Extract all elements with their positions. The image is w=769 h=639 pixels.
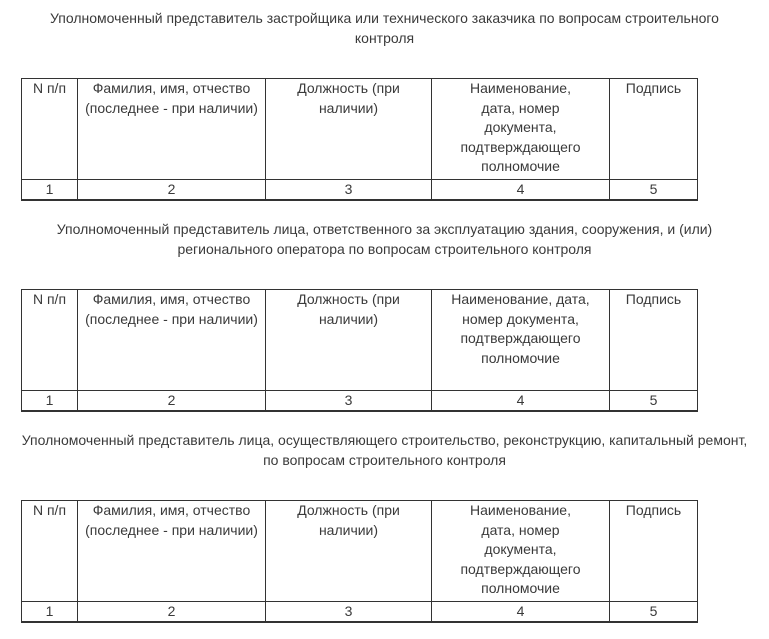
number-cell: 5 — [610, 180, 698, 201]
table-header-row — [22, 290, 698, 391]
number-cell: 2 — [78, 602, 266, 623]
number-cell: 2 — [78, 180, 266, 201]
header-cell-document: Наименование, дата, номер документа, подтверждающего полномочие — [432, 290, 610, 391]
number-cell: 2 — [78, 391, 266, 412]
table-number-row — [22, 602, 698, 623]
number-cell: 5 — [610, 602, 698, 623]
section-1-table — [21, 78, 698, 201]
header-cell-number: N п/п — [22, 290, 78, 391]
section-2-caption: Уполномоченный представитель лица, ответственного за эксплуатацию здания, сооружения, и (или) регионального оператора по вопросам строительного контроля — [56, 221, 713, 257]
number-cell: 3 — [266, 180, 432, 201]
number-cell: 3 — [266, 391, 432, 412]
header-cell-full-name: Фамилия, имя, отчество (последнее - при наличии) — [78, 290, 266, 391]
header-cell-number: N п/п — [22, 501, 78, 602]
header-cell-position: Должность (при наличии) — [266, 290, 432, 391]
header-cell-position: Должность (при наличии) — [266, 79, 432, 180]
header-cell-document: Наименование, дата, номер документа, подтверждающего полномочие — [432, 79, 610, 180]
header-cell-full-name: Фамилия, имя, отчество (последнее - при наличии) — [78, 79, 266, 180]
section-1-caption: Уполномоченный представитель застройщика или технического заказчика по вопросам строительного контроля — [50, 10, 719, 46]
table-header-row — [22, 79, 698, 180]
number-cell: 1 — [22, 602, 78, 623]
table-number-row — [22, 391, 698, 412]
number-cell: 1 — [22, 391, 78, 412]
table-header-row — [22, 501, 698, 602]
header-cell-signature: Подпись — [610, 501, 698, 602]
header-cell-document: Наименование, дата, номер документа, подтверждающего полномочие — [432, 501, 610, 602]
header-cell-signature: Подпись — [610, 290, 698, 391]
number-cell: 4 — [432, 602, 610, 623]
header-cell-signature: Подпись — [610, 79, 698, 180]
header-cell-position: Должность (при наличии) — [266, 501, 432, 602]
table-number-row — [22, 180, 698, 201]
section-3-caption: Уполномоченный представитель лица, осуществляющего строительство, реконструкцию, капитальный ремонт, по вопросам строительного контроля — [21, 432, 748, 468]
number-cell: 3 — [266, 602, 432, 623]
header-cell-full-name: Фамилия, имя, отчество (последнее - при наличии) — [78, 501, 266, 602]
section-2-table — [21, 289, 698, 412]
section-3-table — [21, 500, 698, 623]
number-cell: 5 — [610, 391, 698, 412]
header-cell-number: N п/п — [22, 79, 78, 180]
number-cell: 4 — [432, 180, 610, 201]
number-cell: 1 — [22, 180, 78, 201]
number-cell: 4 — [432, 391, 610, 412]
